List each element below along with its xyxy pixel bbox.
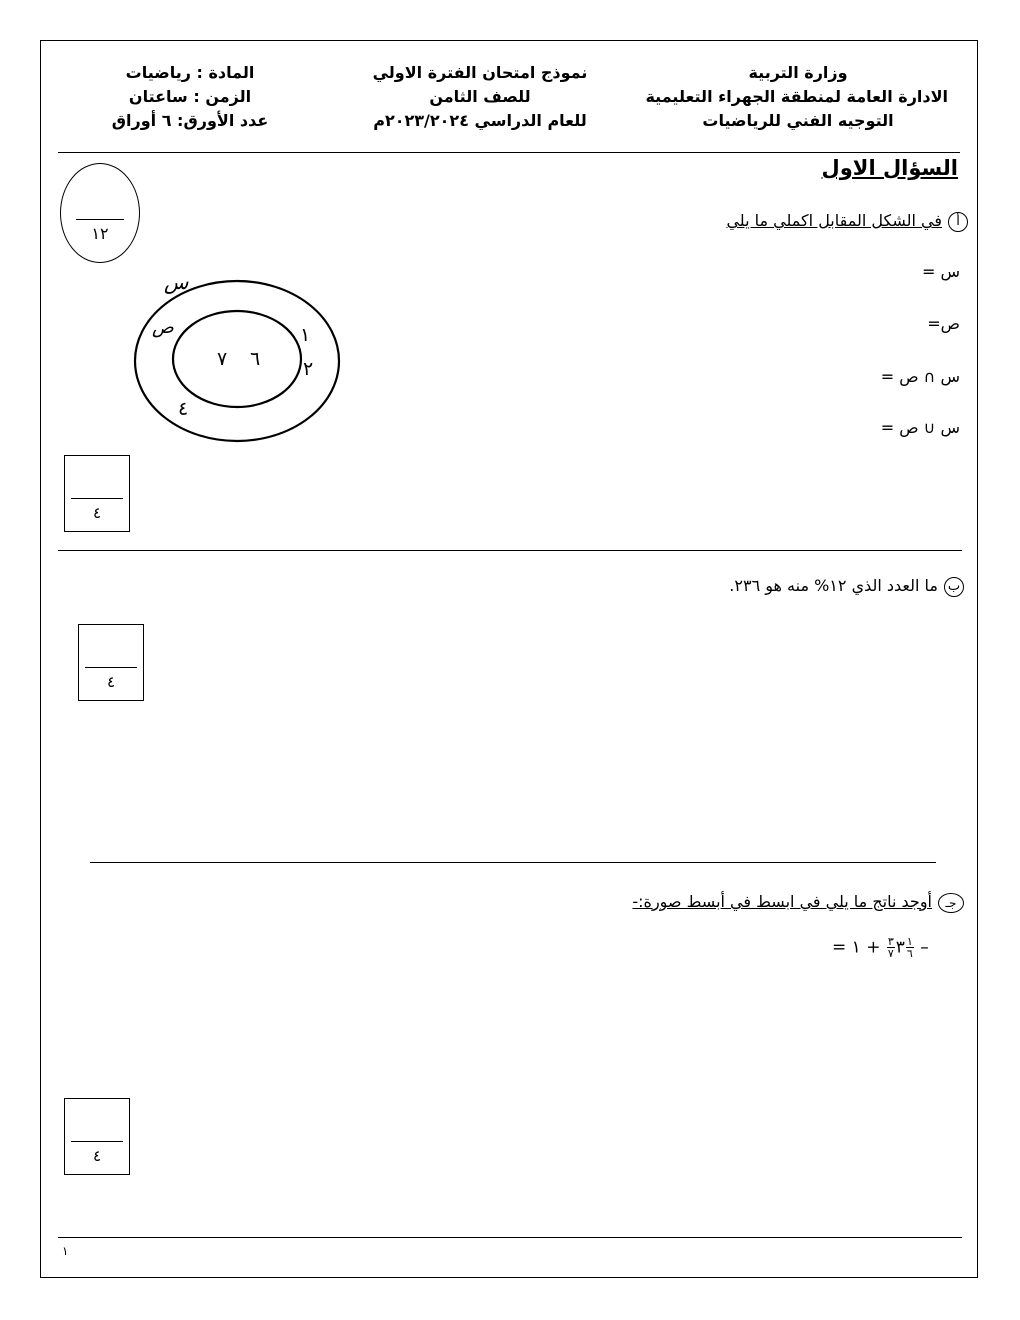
- expression-plus: +: [866, 937, 881, 958]
- school-year: للعام الدراسي ٢٠٢٣/٢٠٢٤م: [373, 111, 587, 130]
- venn-inner-element: ٧: [217, 348, 228, 370]
- exam-title: نموذج امتحان الفترة الاولي: [372, 63, 588, 82]
- expression-fraction-2: [887, 936, 895, 959]
- part-a-score-line: [71, 498, 123, 499]
- intersection-line: س ∩ ص =: [880, 367, 960, 386]
- venn-outer-element: ٤: [178, 398, 189, 420]
- part-b-text: ما العدد الذي ١٢% منه هو ٢٣٦.: [729, 576, 938, 595]
- pages-count-label: عدد الأورق: ٦ أوراق: [111, 111, 269, 130]
- fraction-1-numerator: ١: [906, 935, 913, 948]
- subject-label: المادة : رياضيات: [125, 63, 255, 82]
- district-name: الادارة العامة لمنطقة الجهراء التعليمية: [645, 87, 948, 106]
- venn-diagram: [120, 265, 360, 455]
- total-score-line: [76, 219, 124, 220]
- part-b-score-value: ٤: [106, 673, 116, 691]
- set-x-line: س =: [921, 262, 960, 281]
- total-score-value: ١٢: [91, 224, 109, 243]
- venn-inner-set: [173, 311, 301, 407]
- duration-label: الزمن : ساعتان: [128, 87, 252, 106]
- part-b-score-box: [78, 624, 144, 701]
- part-b-label: ب: [944, 577, 964, 597]
- footer-divider: [58, 1237, 962, 1238]
- header-left: [100, 63, 280, 131]
- expression-lead-dash: –: [920, 937, 929, 958]
- section-divider-a: [58, 550, 962, 551]
- venn-inner-element: ٦: [250, 348, 261, 370]
- part-c-text: أوجد ناتج ما يلي في ابسط في أبسط صورة:-: [632, 892, 932, 911]
- venn-outer-label: س: [164, 270, 189, 294]
- part-b-prompt: [729, 576, 964, 597]
- part-c-score-value: ٤: [92, 1147, 102, 1165]
- part-a-label: أ: [948, 212, 968, 232]
- union-line: س ∪ ص =: [880, 418, 960, 437]
- ministry-name: وزارة التربية: [748, 63, 848, 82]
- fraction-1-denominator: ٦: [906, 947, 913, 960]
- expression-equals: =: [832, 937, 847, 958]
- question-title: السؤال الاول: [821, 156, 958, 180]
- part-c-score-box: [64, 1098, 130, 1175]
- part-c-expression: [832, 936, 929, 959]
- expression-whole-2: ٣: [895, 937, 905, 958]
- part-a-score-box: [64, 455, 130, 532]
- department-name: التوجيه الفني للرياضيات: [702, 111, 894, 130]
- page-number: ١: [62, 1244, 69, 1258]
- venn-outer-element: ١: [300, 324, 311, 346]
- part-c-prompt: [632, 892, 964, 913]
- header-divider: [58, 152, 960, 153]
- expression-whole-1: ١: [851, 937, 861, 958]
- header-center: [360, 63, 600, 131]
- part-b-score-line: [85, 667, 137, 668]
- expression-fraction-1: [906, 936, 914, 959]
- fraction-2-numerator: ٣: [887, 935, 894, 948]
- section-divider-b: [90, 862, 936, 863]
- venn-outer-element: ٢: [303, 358, 314, 380]
- venn-inner-label: ص: [152, 317, 174, 338]
- set-y-line: ص=: [927, 314, 960, 333]
- part-a-text: في الشكل المقابل اكملي ما يلي: [726, 211, 942, 230]
- part-a-prompt: [726, 211, 968, 232]
- part-a-score-value: ٤: [92, 504, 102, 522]
- total-score-oval: [60, 163, 140, 263]
- fraction-2-denominator: ٧: [887, 947, 894, 960]
- grade-label: للصف الثامن: [429, 87, 531, 106]
- header-right: [645, 63, 948, 131]
- part-c-score-line: [71, 1141, 123, 1142]
- part-c-label: جـ: [938, 893, 964, 913]
